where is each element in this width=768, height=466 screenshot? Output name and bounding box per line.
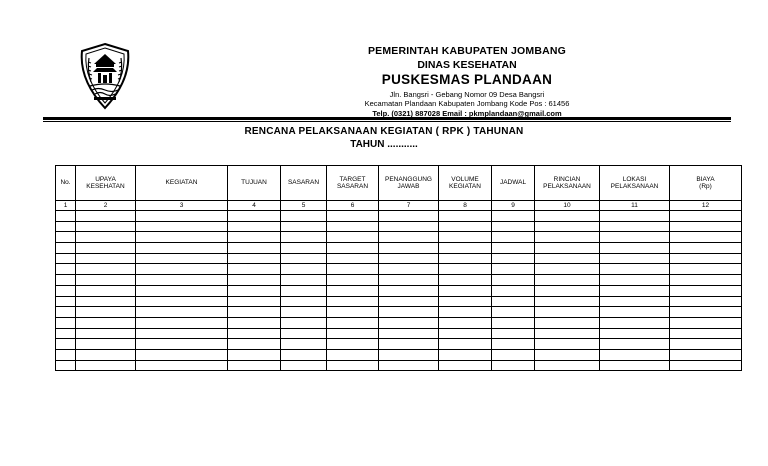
table-row [56, 360, 742, 371]
table-cell [600, 275, 670, 286]
table-cell [600, 243, 670, 254]
table-cell [76, 307, 136, 318]
letterhead-district: Kecamatan Plandaan Kabupaten Jombang Kode Pos : 61456 [364, 99, 570, 108]
table-cell [136, 285, 228, 296]
table-cell [535, 232, 600, 243]
table-cell [136, 275, 228, 286]
table-cell [492, 339, 535, 350]
table-cell [600, 360, 670, 371]
letterhead-institution: PUSKESMAS PLANDAAN [381, 72, 553, 87]
table-cell [492, 317, 535, 328]
table-cell [281, 317, 327, 328]
table-cell [535, 221, 600, 232]
table-cell [56, 296, 76, 307]
col-header-target-sasaran: TARGET SASARAN [327, 166, 379, 201]
table-cell [379, 349, 439, 360]
table-cell [439, 328, 492, 339]
table-cell [136, 296, 228, 307]
table-row [56, 243, 742, 254]
table-cell [492, 296, 535, 307]
table-cell [439, 275, 492, 286]
table-cell [56, 243, 76, 254]
table-row [56, 317, 742, 328]
table-cell [56, 275, 76, 286]
table-cell [76, 264, 136, 275]
table-cell [535, 285, 600, 296]
table-cell [281, 211, 327, 222]
table-row [56, 328, 742, 339]
table-cell [600, 339, 670, 350]
col-header-volume-kegiatan: VOLUME KEGIATAN [439, 166, 492, 201]
table-cell [228, 275, 281, 286]
table-cell [670, 285, 742, 296]
table-cell [56, 253, 76, 264]
table-cell [327, 296, 379, 307]
table-cell [439, 243, 492, 254]
table-cell [281, 275, 327, 286]
table-row [56, 339, 742, 350]
column-number: 11 [600, 201, 670, 211]
column-number: 7 [379, 201, 439, 211]
table-cell [535, 275, 600, 286]
table-cell [76, 253, 136, 264]
table-cell [56, 211, 76, 222]
table-cell [670, 339, 742, 350]
table-row [56, 232, 742, 243]
table-cell [228, 221, 281, 232]
letterhead-divider-thick [43, 117, 731, 120]
table-cell [136, 317, 228, 328]
table-cell [281, 264, 327, 275]
table-row [56, 264, 742, 275]
table-cell [379, 339, 439, 350]
table-cell [327, 339, 379, 350]
col-header-tujuan: TUJUAN [228, 166, 281, 201]
table-header-row [56, 166, 742, 201]
table-cell [281, 285, 327, 296]
table-cell [379, 275, 439, 286]
table-cell [492, 221, 535, 232]
col-header-biaya: BIAYA (Rp) [670, 166, 742, 201]
table-cell [439, 232, 492, 243]
table-cell [327, 307, 379, 318]
table-cell [136, 264, 228, 275]
table-cell [136, 328, 228, 339]
table-cell [600, 264, 670, 275]
kabupaten-jombang-emblem [76, 42, 134, 110]
column-number: 10 [535, 201, 600, 211]
table-cell [327, 328, 379, 339]
table-row [56, 349, 742, 360]
table-cell [492, 232, 535, 243]
table-cell [76, 243, 136, 254]
table-cell [281, 307, 327, 318]
table-cell [56, 307, 76, 318]
table-cell [492, 328, 535, 339]
table-cell [379, 296, 439, 307]
table-cell [439, 253, 492, 264]
table-cell [535, 317, 600, 328]
table-cell [76, 360, 136, 371]
table-row [56, 307, 742, 318]
table-cell [600, 349, 670, 360]
table-cell [439, 285, 492, 296]
table-cell [670, 296, 742, 307]
table-cell [327, 285, 379, 296]
table-cell [600, 307, 670, 318]
table-cell [600, 296, 670, 307]
table-cell [535, 328, 600, 339]
table-cell [228, 285, 281, 296]
table-cell [228, 211, 281, 222]
table-cell [281, 243, 327, 254]
table-cell [379, 243, 439, 254]
table-row [56, 285, 742, 296]
table-cell [600, 221, 670, 232]
table-cell [228, 232, 281, 243]
table-cell [281, 328, 327, 339]
table-cell [228, 349, 281, 360]
column-number: 4 [228, 201, 281, 211]
table-cell [379, 360, 439, 371]
table-cell [670, 211, 742, 222]
table-cell [56, 221, 76, 232]
table-cell [492, 253, 535, 264]
column-number: 3 [136, 201, 228, 211]
table-cell [535, 307, 600, 318]
table-cell [492, 349, 535, 360]
table-row [56, 275, 742, 286]
column-number: 1 [56, 201, 76, 211]
col-header-penanggung-jawab: PENANGGUNG JAWAB [379, 166, 439, 201]
table-cell [76, 232, 136, 243]
table-cell [670, 360, 742, 371]
table-cell [76, 328, 136, 339]
letterhead-contact: Telp. (0321) 887028 Email : pkmplandaan@gmail.com [372, 108, 562, 118]
table-row [56, 221, 742, 232]
table-cell [670, 349, 742, 360]
table-cell [228, 253, 281, 264]
table-cell [379, 232, 439, 243]
table-cell [492, 211, 535, 222]
table-cell [379, 307, 439, 318]
table-cell [56, 360, 76, 371]
table-cell [228, 296, 281, 307]
table-cell [439, 307, 492, 318]
table-cell [600, 285, 670, 296]
table-cell [56, 349, 76, 360]
table-cell [600, 253, 670, 264]
column-number: 2 [76, 201, 136, 211]
table-cell [228, 264, 281, 275]
col-header-jadwal: JADWAL [492, 166, 535, 201]
table-cell [535, 296, 600, 307]
col-header-lokasi-pelaksanaan: LOKASI PELAKSANAAN [600, 166, 670, 201]
table-cell [670, 307, 742, 318]
table-cell [379, 264, 439, 275]
table-row [56, 211, 742, 222]
letterhead-government: PEMERINTAH KABUPATEN JOMBANG [367, 45, 567, 57]
table-cell [670, 253, 742, 264]
table-cell [136, 339, 228, 350]
column-number: 12 [670, 201, 742, 211]
table-cell [56, 285, 76, 296]
table-cell [136, 360, 228, 371]
table-cell [379, 211, 439, 222]
table-cell [379, 221, 439, 232]
table-cell [228, 360, 281, 371]
table-cell [327, 264, 379, 275]
table-cell [535, 349, 600, 360]
table-cell [439, 221, 492, 232]
table-cell [76, 211, 136, 222]
table-cell [600, 328, 670, 339]
column-number-row [56, 201, 742, 211]
letterhead-divider-thin [43, 121, 731, 122]
table-cell [76, 317, 136, 328]
table-cell [76, 221, 136, 232]
table-cell [535, 360, 600, 371]
table-row [56, 253, 742, 264]
table-cell [535, 253, 600, 264]
table-cell [136, 243, 228, 254]
table-cell [281, 349, 327, 360]
table-cell [136, 253, 228, 264]
table-cell [136, 349, 228, 360]
table-cell [439, 339, 492, 350]
table-cell [670, 328, 742, 339]
document-year: TAHUN ........... [350, 139, 418, 150]
table-cell [492, 243, 535, 254]
col-header-kegiatan: KEGIATAN [136, 166, 228, 201]
table-cell [670, 243, 742, 254]
table-cell [379, 317, 439, 328]
table-cell [56, 264, 76, 275]
letterhead [322, 46, 612, 117]
col-header-rincian-pelaksanaan: RINCIAN PELAKSANAAN [535, 166, 600, 201]
table-cell [228, 243, 281, 254]
table-cell [492, 360, 535, 371]
table-cell [379, 328, 439, 339]
table-cell [136, 211, 228, 222]
table-cell [492, 307, 535, 318]
table-cell [327, 253, 379, 264]
table-cell [228, 317, 281, 328]
table-cell [228, 328, 281, 339]
table-cell [670, 275, 742, 286]
table-cell [281, 253, 327, 264]
table-cell [56, 317, 76, 328]
table-cell [492, 264, 535, 275]
table-cell [56, 232, 76, 243]
table-cell [228, 339, 281, 350]
table-cell [379, 253, 439, 264]
table-cell [670, 317, 742, 328]
col-header-no: No. [56, 166, 76, 201]
table-cell [379, 285, 439, 296]
table-cell [535, 211, 600, 222]
table-cell [439, 296, 492, 307]
table-cell [492, 285, 535, 296]
table-cell [76, 339, 136, 350]
table-cell [327, 360, 379, 371]
letterhead-department: DINAS KESEHATAN [417, 58, 517, 71]
table-cell [327, 317, 379, 328]
table-cell [670, 232, 742, 243]
column-number: 8 [439, 201, 492, 211]
table-cell [492, 275, 535, 286]
document-title: RENCANA PELAKSANAAN KEGIATAN ( RPK ) TAHUNAN [244, 126, 524, 137]
table-cell [600, 317, 670, 328]
table-cell [136, 307, 228, 318]
table-cell [281, 339, 327, 350]
table-cell [281, 232, 327, 243]
table-cell [670, 264, 742, 275]
table-cell [600, 211, 670, 222]
table-row [56, 296, 742, 307]
table-cell [327, 232, 379, 243]
table-cell [136, 221, 228, 232]
table-cell [76, 285, 136, 296]
table-cell [136, 232, 228, 243]
column-number: 9 [492, 201, 535, 211]
table-cell [670, 221, 742, 232]
letterhead-address: Jln. Bangsri - Gebang Nomor 09 Desa Bangsri [389, 89, 545, 99]
table-cell [76, 275, 136, 286]
table-cell [327, 243, 379, 254]
table-cell [600, 232, 670, 243]
table-cell [56, 339, 76, 350]
table-cell [439, 317, 492, 328]
table-cell [327, 349, 379, 360]
column-number: 6 [327, 201, 379, 211]
col-header-sasaran: SASARAN [281, 166, 327, 201]
col-header-upaya-kesehatan: UPAYA KESEHATAN [76, 166, 136, 201]
table-cell [327, 275, 379, 286]
table-cell [76, 296, 136, 307]
table-cell [281, 296, 327, 307]
table-cell [439, 360, 492, 371]
table-cell [535, 243, 600, 254]
table-cell [228, 307, 281, 318]
table-cell [281, 221, 327, 232]
table-cell [439, 211, 492, 222]
table-cell [76, 349, 136, 360]
table-cell [327, 211, 379, 222]
table-cell [56, 328, 76, 339]
table-cell [535, 339, 600, 350]
table-cell [281, 360, 327, 371]
column-number: 5 [281, 201, 327, 211]
table-cell [327, 221, 379, 232]
table-cell [439, 264, 492, 275]
rpk-table [55, 165, 742, 371]
table-cell [439, 349, 492, 360]
table-cell [535, 264, 600, 275]
